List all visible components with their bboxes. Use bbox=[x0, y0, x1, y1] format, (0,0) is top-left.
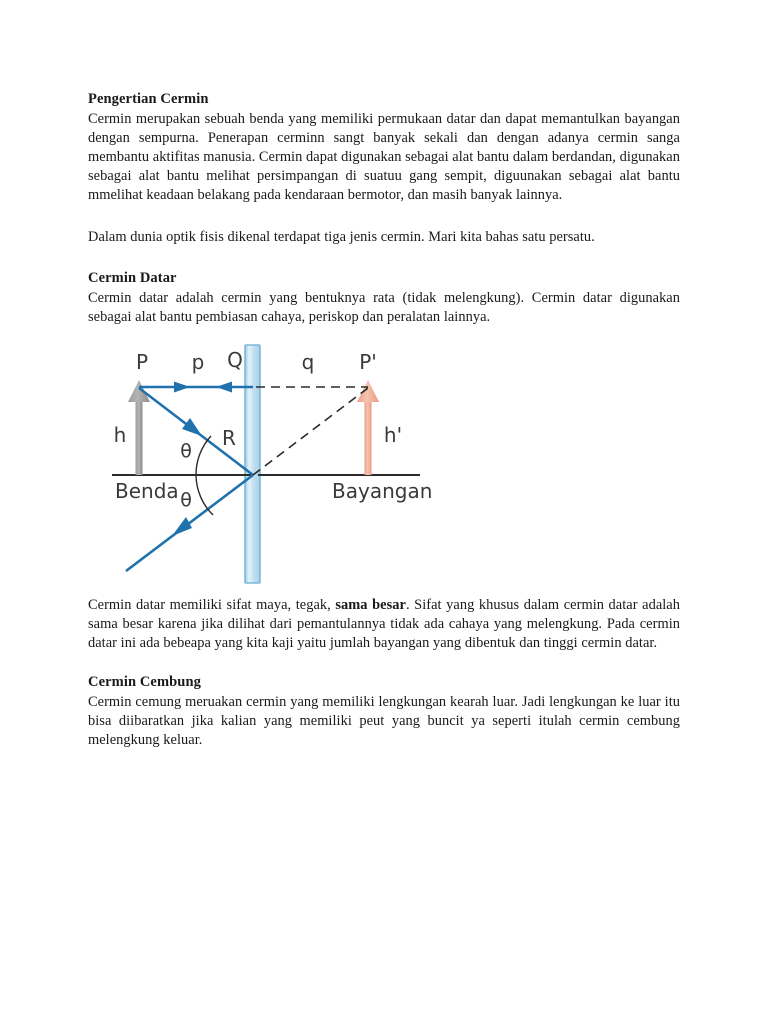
paragraph-pengertian-cermin: Cermin merupakan sebuah benda yang memiliki permukaan datar dan dapat memantulkan bayangan dengan sempurna. Penerapan cerminn sangt banyak sekali dan dengan adanya cermin sanga membantu aktifitas manusia. Cermin dapat digunakan sebagai alat bantu dalam berdandan, digunakan sebagai alat bantu melihat persimpangan di suatuu gang sempit, diguunakan sebagai alat bantu mmelihat keadaan belakang pada kendaraan bermotor, dan masih banyak lainnya. bbox=[88, 111, 680, 204]
sifat-text-bold: sama besar bbox=[335, 596, 406, 613]
paragraph-tiga-jenis-cermin: Dalam dunia optik fisis dikenal terdapat tiga jenis cermin. Mari kita bahas satu persatu. bbox=[88, 228, 595, 245]
label-object-word: Benda bbox=[115, 478, 179, 503]
paragraph-sifat-cermin-datar bbox=[88, 596, 680, 653]
ray-diagram-svg bbox=[110, 339, 450, 589]
angle-arc-reflection bbox=[196, 475, 213, 515]
figure-cermin-datar-diagram bbox=[88, 339, 680, 589]
label-object-distance: p bbox=[191, 349, 205, 374]
arrowhead-incident-right bbox=[174, 381, 190, 392]
label-angle-reflection: θ bbox=[180, 488, 192, 511]
sifat-text-part2: . Sifat yang khusus dalam cermin datar adalah sama besar karena jika dilihat dari pemantulannya tidak ada cahaya yang melengkung. Pada cermin datar ini ada bebeapa yang kita kaji yaitu jumlah bayangan yang dibentuk dan tinggi cermin datar. bbox=[88, 596, 680, 652]
arrowhead-incident-oblique bbox=[182, 418, 202, 436]
label-image-height: h' bbox=[383, 422, 403, 447]
spacer bbox=[88, 247, 680, 269]
label-mirror-point: Q bbox=[227, 347, 243, 372]
heading-cermin-datar: Cermin Datar bbox=[88, 269, 177, 286]
label-reflection-point: R bbox=[222, 425, 236, 450]
document-body bbox=[88, 90, 680, 750]
paragraph-cermin-datar: Cermin datar adalah cermin yang bentuknya rata (tidak melengkung). Cermin datar digunakan sebagai alat bantu pembiasan cahaya, periskop dan peralatan lainnya. bbox=[88, 289, 680, 325]
paragraph-cermin-cembung: Cermin cemung meruakan cermin yang memiliki lengkungan kearah luar. Jadi lengkungan ke luar itu bisa diibaratkan jika kalian yang memiliki peut yang buncit ya seperti itulah cermin cembung melengkung keluar. bbox=[88, 694, 680, 749]
label-object-point: P bbox=[135, 349, 149, 374]
heading-cermin-cembung: Cermin Cembung bbox=[88, 674, 201, 691]
spacer bbox=[88, 206, 680, 228]
label-image-word: Bayangan bbox=[332, 478, 433, 503]
spacer bbox=[88, 653, 680, 673]
label-angle-incidence: θ bbox=[180, 439, 192, 462]
arrowhead-reflected-left bbox=[216, 381, 232, 392]
mirror-glass-bar bbox=[245, 345, 260, 583]
virtual-ray-oblique-dashed bbox=[253, 388, 368, 475]
label-object-height: h bbox=[113, 422, 127, 447]
spacer bbox=[88, 589, 680, 596]
label-image-point: P' bbox=[359, 349, 377, 374]
heading-pengertian-cermin: Pengertian Cermin bbox=[88, 91, 209, 107]
figure-canvas bbox=[110, 339, 450, 589]
image-arrow bbox=[357, 380, 379, 475]
label-image-distance: q bbox=[301, 349, 315, 374]
sifat-text-part1: Cermin datar memiliki sifat maya, tegak, bbox=[88, 596, 336, 613]
arrowhead-reflected-oblique bbox=[172, 517, 192, 536]
